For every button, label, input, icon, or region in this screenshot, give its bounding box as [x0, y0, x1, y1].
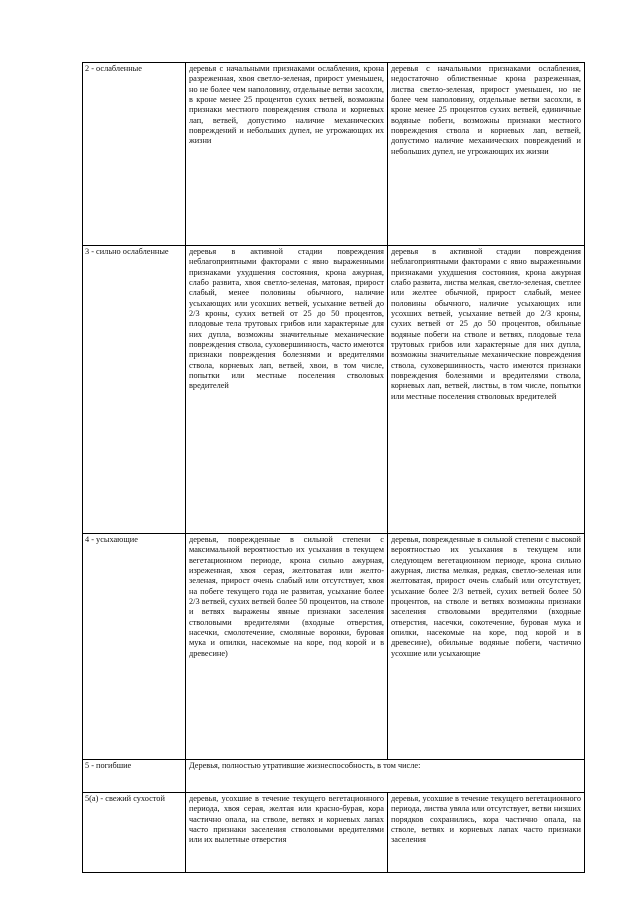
merged-description-cell: Деревья, полностью утратившие жизнеспособность, в том числе: — [186, 760, 585, 793]
category-cell: 2 - ослабленные — [83, 63, 186, 246]
deciduous-description-cell: деревья с начальными признаками ослабления, недостаточно облиственные крона разреженная, листва светло-зеленая, прирост уменьшен, но не более чем наполовину, отдельные ветви засохли, в кроне менее 25 процентов сухих ветвей, единичные водяные побеги, возможны признаки местного повреждения ствола и корневых лап, ветвей, допустимо наличие механических повреждений и небольших дупел, не угрожающих их жизни — [388, 63, 585, 246]
condition-table — [82, 62, 585, 873]
conifer-description-cell: деревья, усохшие в течение текущего вегетационного периода, хвоя серая, желтая или красно-бурая, кора частично опала, на стволе, ветвях и корневых лапах часто признаки заселения стволовыми вредителями или их вылетные отверстия — [186, 793, 388, 873]
category-cell: 3 - сильно ослабленные — [83, 246, 186, 534]
category-cell: 5 - погибшие — [83, 760, 186, 793]
table-row — [83, 760, 585, 793]
table-row — [83, 246, 585, 534]
category-cell: 4 - усыхающие — [83, 534, 186, 760]
deciduous-description-cell: деревья, усохшие в течение текущего вегетационного периода, листва увяла или отсутствует, ветви низших порядков сохранились, кора частично опала, на стволе, ветвях и корневых лапах часто признаки заселения — [388, 793, 585, 873]
deciduous-description-cell: деревья, поврежденные в сильной степени с высокой вероятностью их усыхания в текущем или следующем вегетационном периоде, крона сильно ажурная, листва мелкая, редкая, светло-зеленая или желтоватая, прирост очень слабый или отсутствует, усыхание более 2/3 ветвей, сухих ветвей более 50 процентов, на стволе и ветвях возможны признаки заселения стволовыми вредителями (входные отверстия, насечки, сокотечение, буровая мука и опилки, насекомые на коре, под корой и в древесине), обильные водяные побеги, частично усохшие или усыхающие — [388, 534, 585, 760]
table-row — [83, 534, 585, 760]
deciduous-description-cell: деревья в активной стадии повреждения неблагоприятными факторами с явно выраженными признаками ухудшения состояния, крона ажурная слабо развита, листва мелкая, светло-зеленая, светлее или желтее обычной, прирост слабый, менее половины обычного, наличие усыхающих или усохших ветвей, усыхание ветвей до 2/3 кроны, сухих ветвей от 25 до 50 процентов, обильные водяные побеги на стволе и ветвях, плодовые тела трутовых грибов или характерные для них дупла, возможны значительные механические повреждения ствола, суховершинность, часто имеются признаки повреждения болезнями и вредителями ствола, корневых лап, ветвей, листвы, в том числе, попытки или местные поселения стволовых вредителей — [388, 246, 585, 534]
conifer-description-cell: деревья, поврежденные в сильной степени с максимальной вероятностью их усыхания в текущем вегетационном периоде, крона сильно ажурная, изреженная, хвоя серая, желтоватая или желто-зеленая, прирост очень слабый или отсутствует, хвоя на побеге текущего года не развитая, усыхание более 2/3 ветвей, сухих ветвей более 50 процентов, на стволе и ветвях выражены явные признаки заселения стволовыми вредителями (входные отверстия, насечки, смолотечение, смоляные воронки, буровая мука и опилки, насекомые на коре, под корой и в древесине) — [186, 534, 388, 760]
category-cell: 5(а) - свежий сухостой — [83, 793, 186, 873]
conifer-description-cell: деревья в активной стадии повреждения неблагоприятными факторами с явно выраженными признаками ухудшения состояния, крона ажурная, слабо развита, хвоя светло-зеленая, матовая, прирост слабый, менее половины обычного, наличие усыхающих или усохших ветвей, усыхание ветвей до 2/3 кроны, сухих ветвей от 25 до 50 процентов, плодовые тела трутовых грибов или характерные для них дупла, возможны значительные механические повреждения ствола, суховершинность, часто имеются признаки повреждения болезнями и вредителями ствола, корневых лап, ветвей, хвои, в том числе, попытки или местные поселения стволовых вредителей — [186, 246, 388, 534]
conifer-description-cell: деревья с начальными признаками ослабления, крона разреженная, хвоя светло-зеленая, прирост уменьшен, но не более чем наполовину, отдельные ветви засохли, в кроне менее 25 процентов сухих ветвей, возможны признаки местного повреждения ствола и корневых лап, ветвей, допустимо наличие механических повреждений и небольших дупел, не угрожающих их жизни — [186, 63, 388, 246]
table-row — [83, 63, 585, 246]
table-row — [83, 793, 585, 873]
